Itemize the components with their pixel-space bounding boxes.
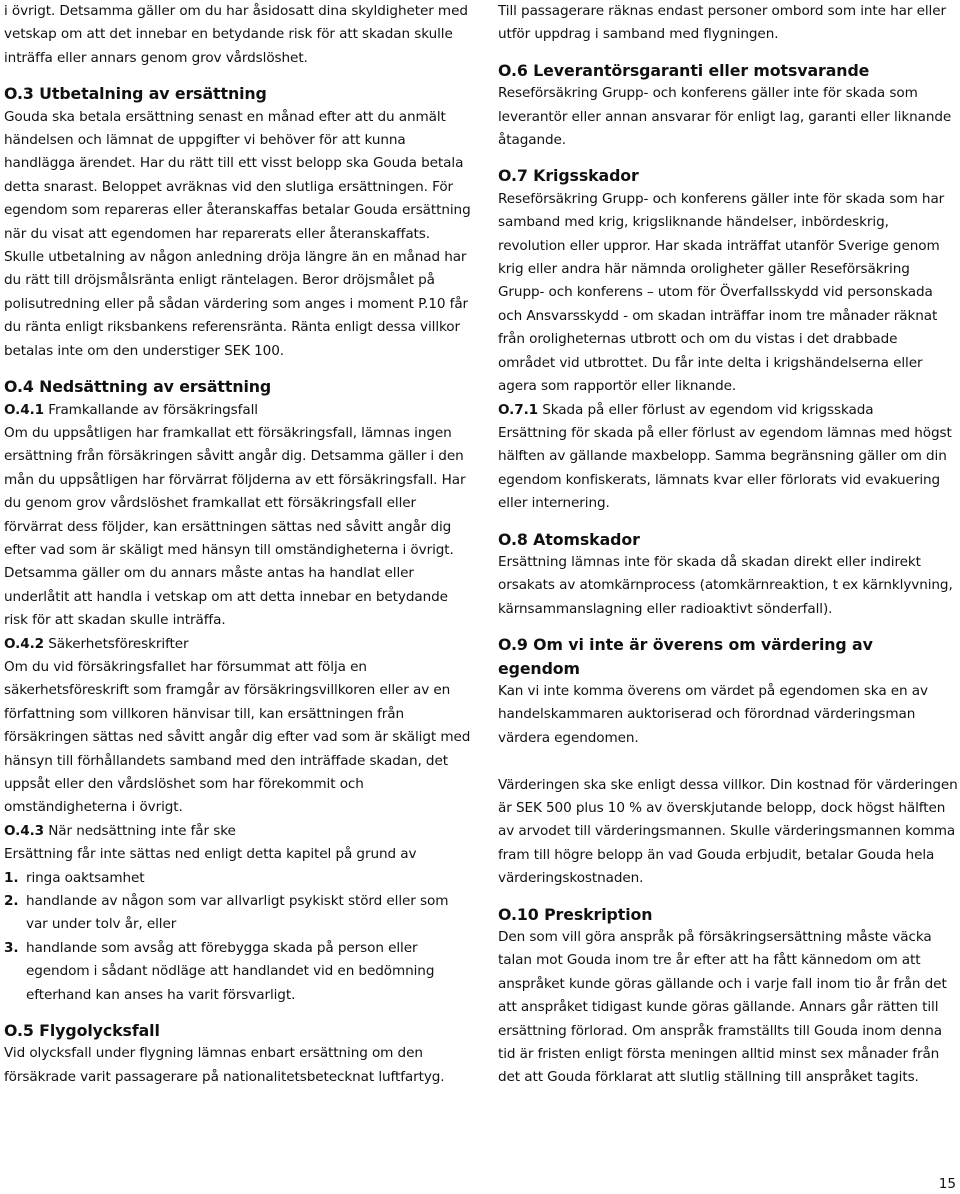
section-o6 — [498, 59, 958, 153]
section-o5 — [4, 1019, 474, 1089]
list-number: 3. — [4, 939, 19, 956]
list-item — [4, 890, 474, 937]
subsection-label: När nedsättning inte får ske — [44, 822, 236, 839]
subsection-body: Ersättning får inte sättas ned enligt detta kapitel på grund av — [4, 846, 417, 863]
list-text: handlande av någon som var allvarligt psykiskt störd eller som var under tolv år, eller — [26, 893, 449, 933]
subsection-body: Ersättning för skada på eller förlust av egendom lämnas med högst hälften av gällande maxbelopp. Samma begränsning gäller om din egendom konfiskerats, lämnats kvar eller förlorats vid evakuering eller internering. — [498, 424, 952, 512]
subsection-label: Säkerhetsföreskrifter — [44, 635, 189, 652]
section-heading: O.5 Flygolycksfall — [4, 1021, 160, 1041]
section-body: Kan vi inte komma överens om värdet på egendomen ska en av handelskammaren auktoriserad och förordnad värderingsman värdera egendomen. — [498, 682, 928, 746]
section-o3 — [4, 82, 474, 363]
subsection-title — [498, 399, 958, 422]
subsection-body: Om du uppsåtligen har framkallat ett försäkringsfall, lämnas ingen ersättning från försäkringen såvitt angår dig. Detsamma gäller i den mån du uppsåtligen har förvärrat följderna av ett försäkringsfall. Har du genom grov vårdslöshet framkallat ett försäkringsfall eller förvärrat dess följder, kan ersättningen sättas ned såvitt angår dig efter vad som är skäligt med hänsyn till omständigheterna i övrigt. Detsamma gäller om du annars måste antas ha handlat eller underlåtit att handla i vetskap om att detta innebar en betydande risk för att skadan skulle inträffa. — [4, 424, 466, 629]
list-number: 2. — [4, 893, 19, 910]
continued-paragraph: Till passagerare räknas endast personer ombord som inte har eller utför uppdrag i samband med flygningen. — [498, 3, 946, 43]
list-text: handlande som avsåg att förebygga skada på person eller egendom i sådant nödläge att handlandet vid en bedömning efterhand kan anses ha varit försvarligt. — [26, 939, 435, 1003]
section-body: Värderingen ska ske enligt dessa villkor. Din kostnad för värderingen är SEK 500 plus 10 % av överskjutande belopp, dock högst hälften av arvodet till värderingsmannen. Skulle värderingsmannen komma fram till högre belopp än vad Gouda erbjudit, betalar Gouda hela värderingskostnaden. — [498, 776, 958, 887]
subsection-label: Framkallande av försäkringsfall — [44, 401, 258, 418]
section-body: Reseförsäkring Grupp- och konferens gäller inte för skada som leverantör eller annan ansvarar för enligt lag, garanti eller liknande åtagande. — [498, 85, 952, 149]
section-heading: O.7 Krigsskador — [498, 166, 639, 186]
section-body: Den som vill göra anspråk på försäkringsersättning måste väcka talan mot Gouda inom tre år efter att ha fått kännedom om att anspråket kunde göras gällande och i varje fall inom tio år från det att anspråket tidigast kunde göras gällande. Annars går rätten till ersättning förlorad. Om anspråk framställts till Gouda inom denna tid är fristen enligt första meningen alltid minst sex månader från det att Gouda förklarat att slutlig ställning till anspråket tagits. — [498, 929, 947, 1086]
continued-paragraph: i övrigt. Detsamma gäller om du har åsidosatt dina skyldigheter med vetskap om att det innebar en betydande risk för att skadan skulle inträffa eller annars genom grov vårdslöshet. — [4, 3, 468, 66]
page-number: 15 — [938, 1176, 956, 1192]
subsection-number: O.4.1 — [4, 401, 45, 418]
section-o10 — [498, 903, 958, 1090]
section-heading: O.3 Utbetalning av ersättning — [4, 84, 267, 104]
subsection-number: O.4.2 — [4, 635, 45, 652]
list-text: ringa oaktsamhet — [26, 869, 145, 886]
right-column — [498, 0, 958, 1090]
subsection-label: Skada på eller förlust av egendom vid krigsskada — [538, 401, 874, 418]
section-o9 — [498, 633, 958, 890]
section-heading: O.9 Om vi inte är överens om värdering av egendom — [498, 635, 873, 678]
subsection-body: Om du vid försäkringsfallet har försummat att följa en säkerhetsföreskrift som framgår av försäkringsvillkoren eller av en författning som villkoren hänvisar till, kan ersättningen från försäkringen sättas ned såvitt angår dig efter vad som är skäligt med hänsyn till förhållandets samband med den inträffade skadan, det uppsåt eller den vårdslöshet som har förekommit och omständigheterna i övrigt. — [4, 658, 471, 816]
section-body: Vid olycksfall under flygning lämnas enbart ersättning om den försäkrade varit passagerare på nationalitetsbetecknat luftfartyg. — [4, 1045, 445, 1085]
left-column — [4, 0, 474, 1089]
subsection-number: O.7.1 — [498, 401, 539, 418]
subsection-title — [4, 633, 474, 656]
section-body: Ersättning lämnas inte för skada då skadan direkt eller indirekt orsakats av atomkärnprocess (atomkärnreaktion, t ex kärnklyvning, kärnsammanslagning eller radioaktivt sönderfall). — [498, 553, 953, 617]
section-heading: O.6 Leverantörsgaranti eller motsvarande — [498, 60, 870, 80]
subsection-title — [4, 820, 474, 843]
list-number: 1. — [4, 869, 19, 886]
section-heading: O.4 Nedsättning av ersättning — [4, 377, 272, 397]
subsection-title — [4, 399, 474, 422]
section-body: Reseförsäkring Grupp- och konferens gäller inte för skada som har samband med krig, krigsliknande händelser, inbördeskrig, revolution eller uppror. Har skada inträffat utanför Sverige genom krig eller andra här nämnda oroligheter gäller Reseförsäkring Grupp- och konferens – utom för Överfallsskydd vid personskada och Ansvarsskydd - om skadan inträffar inom tre månader räknat från oroligheternas utbrott och om du vistas i det drabbade området vid utbrottet. Du får inte delta i krigshändelserna eller agera som rapportör eller liknande. — [498, 190, 945, 395]
section-heading: O.10 Preskription — [498, 904, 653, 924]
list-item — [4, 937, 474, 1007]
section-body: Gouda ska betala ersättning senast en månad efter att du anmält händelsen och lämnat de uppgifter vi behöver för att kunna handlägga ärendet. Har du rätt till ett visst belopp ska Gouda betala detta snarast. Beloppet avräknas vid den slutliga ersättningen. För egendom som repareras eller återanskaffas betalar Gouda ersättning när du visat att egendomen har reparerats eller återanskaffats. Skulle utbetalning av någon anledning dröja längre än en månad har du rätt till dröjsmålsränta enligt räntelagen. Beror dröjsmålet på polisutredning eller på sådan värdering som anges i moment P.10 får du ränta enligt riksbankens referensränta. Ränta enligt dessa villkor betalas inte om den understiger SEK 100. — [4, 108, 471, 359]
numbered-list — [4, 867, 474, 1007]
section-heading: O.8 Atomskador — [498, 529, 640, 549]
section-o7 — [498, 164, 958, 515]
subsection-number: O.4.3 — [4, 822, 45, 839]
section-o4 — [4, 375, 474, 1007]
section-o8 — [498, 528, 958, 622]
list-item — [4, 867, 474, 890]
